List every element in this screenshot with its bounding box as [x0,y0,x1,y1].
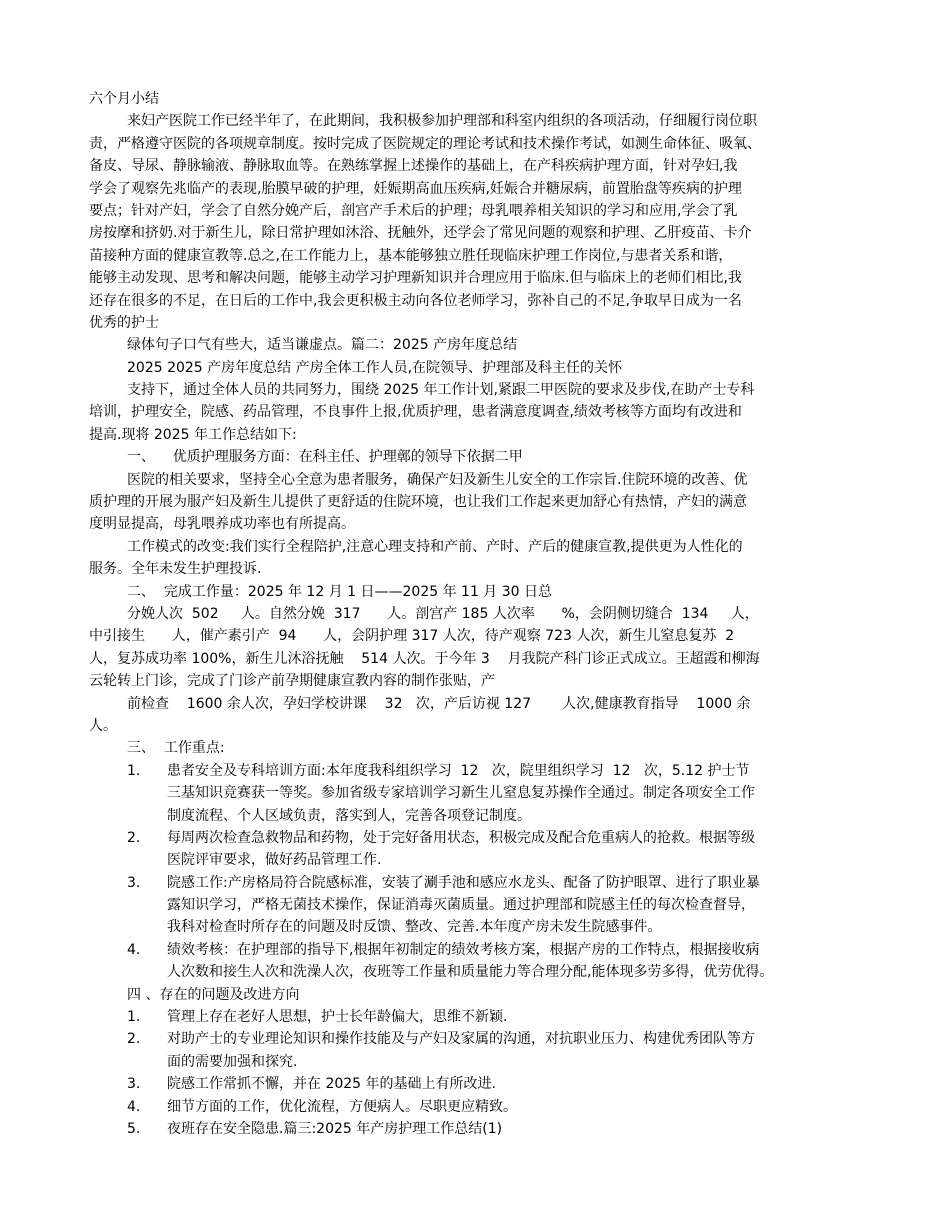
list-item [89,1028,871,1050]
list-number: 4. [127,941,141,958]
list-item-text: 院感工作:产房格局符合院感标准，安装了涮手池和感应水龙头、配备了防护眼罩、进行了职业暴 [167,874,760,891]
list-number: 2. [127,829,141,846]
p6-line: 服务。全年未发生护理投诉. [89,561,262,578]
p7-line: 中引接生 人，催产素引产 94 人，会阴护理 317 人次，待产观察 723 人次，新生儿窒息复苏 2 [89,628,735,645]
list-item [89,1096,871,1118]
p4-line: 支持下，通过全体人员的共同努力，围绕 2025 年工作计划,紧跟二甲医院的要求及步伐,在助产士专科 [127,382,755,399]
list-number: 3. [127,1076,141,1093]
list-item-text: 对助产士的专业理论知识和操作技能及与产妇及家属的沟通，对抗职业压力、构建优秀团队等方 [167,1031,755,1048]
list-number: 1. [127,1009,141,1026]
section-heading-4: 四 、存在的问题及改进方向 [127,986,300,1003]
p8-line: 前检查 1600 余人次，孕妇学校讲课 32 次，产后访视 127 人次,健康教育指导 1000 余 [127,695,751,712]
p1-line: 学会了观察先兆临产的表现,胎膜早破的护理，妊娠期高血压疾病,妊娠合并糖尿病，前置胎盘等疾病的护理 [89,180,742,197]
list-item [89,939,871,961]
p1-line: 来妇产医院工作已经半年了，在此期间，我积极参加护理部和科室内组织的各项活动，仔细履行岗位职 [127,113,757,130]
p5-line: 质护理的开展为服产妇及新生儿提供了更舒适的住院环境，也让我们工作起来更加舒心有热情，产妇的满意 [89,494,747,511]
list-item-text: 患者安全及专科培训方面:本年度我科组织学习 12 次，院里组织学习 12 次，5.12 护士节 [167,762,750,779]
list-item [89,1006,871,1028]
p7-line: 人，复苏成功率 100%，新生儿沐浴抚触 514 人次。于今年 3 月我院产科门诊正式成立。王超霞和柳海 [89,650,760,667]
document-page [89,88,871,1140]
list-number: 3. [127,874,141,891]
list-item-text: 细节方面的工作，优化流程，方便病人。尽职更应精致。 [167,1098,517,1115]
p6-line: 工作模式的改变:我们实行全程陪护,注意心理支持和产前、产时、产后的健康宣教,提供更为人性化的 [127,538,743,555]
section-heading-1: 一、 优质护理服务方面：在科主任、护理鄣的领导下依据二甲 [127,449,523,466]
p7-line: 分娩人次 502 人。自然分娩 317 人。剖宫产 185 人次率 %，会阴侧切缝合 134 人， [127,605,759,622]
list-item-continuation: 人次数和接生人次和洗澡人次，夜班等工作量和质量能力等合理分配,能体现多劳多得，优劳优得。 [167,964,774,981]
p1-line: 责，严格遵守医院的各项规章制度。按时完成了医院规定的理论考试和技术操作考试，如测生命体征、吸氧、 [89,135,761,152]
list-item-continuation: 面的需要加强和探究. [167,1053,298,1070]
list-number: 1. [127,762,141,779]
list-item-text: 每周两次检查急救物品和药物，处于完好备用状态，积极完成及配合危重病人的抢救。根据等级 [167,829,755,846]
list-item-continuation: 三基知识竞赛获一等奖。参加省级专家培训学习新生儿窒息复苏操作全通过。制定各项安全工作 [167,785,755,802]
p3-line: 2025 2025 产房年度总结 产房全体工作人员,在院领导、护理部及科主任的关怀 [127,359,623,376]
list-number: 4. [127,1098,141,1115]
list-number: 5. [127,1120,141,1137]
section-heading-2: 二、 完成工作量：2025 年 12 月 1 日——2025 年 11 月 30 日总 [127,583,553,600]
list-item-continuation: 制度流程、个人区域负责，落实到人，完善各项登记制度。 [167,807,531,824]
list-number: 2. [127,1031,141,1048]
list-item-continuation: 露知识学习，严格无菌技术操作，保证消毒灭菌质量。通过护理部和院感主任的每次检查督导， [167,897,755,914]
p5-line: 医院的相关要求，坚持全心全意为患者服务，确保产妇及新生儿安全的工作宗旨.住院环境的改善、优 [127,471,748,488]
list-item [89,760,871,782]
doc-title: 六个月小结 [89,91,159,107]
list-item-continuation: 医院评审要求，做好药品管理工作. [167,852,382,869]
p4-line: 提高.现将 2025 年工作总结如下: [89,426,297,443]
p7-line: 云轮转上门诊，完成了门诊产前孕期健康宣教内容的制作张贴，产 [89,673,495,690]
list-item-text: 夜班存在安全隐患.篇三:2025 年产房护理工作总结(1) [167,1120,503,1137]
p1-line: 要点；针对产妇，学会了自然分娩产后，剖宫产手术后的护理；母乳喂养相关知识的学习和应用,学会了乳 [89,202,738,219]
p1-line: 优秀的护士 [89,314,159,331]
p1-line: 能够主动发现、思考和解决问题，能够主动学习护理新知识并合理应用于临床.但与临床上的老师们相比,我 [89,270,742,287]
p4-line: 培训，护理安全，院感、药品管理，不良事件上报,优质护理，患者满意度调查,绩效考核等方面均有改进和 [89,404,742,421]
p1-line: 备皮、导尿、静脉输液、静脉取血等。在熟练掌握上述操作的基础上，在产科疾病护理方面，针对孕妇,我 [89,158,738,175]
list-item-text: 管理上存在老好人思想，护士长年龄偏大，思维不新颖. [167,1009,508,1026]
list-item [89,827,871,849]
list-item-text: 绩效考核：在护理部的指导下,根据年初制定的绩效考核方案，根据产房的工作特点，根据接收病 [167,941,760,958]
list-item [89,1073,871,1095]
list-item [89,1118,871,1140]
p8-line: 人。 [89,717,117,734]
section-heading-3: 三、 工作重点: [127,740,225,757]
p1-line: 房按摩和挤奶.对于新生儿，除日常护理如沐浴、抚触外，还学会了常见问题的观察和护理、乙肝疫苗、卡介 [89,225,752,242]
list-item-continuation: 我科对检查时所存在的问题及时反馈、整改、完善.本年度产房未发生院感事件。 [167,919,662,936]
p1-line: 苗接种方面的健康宣教等.总之,在工作能力上，基本能够独立胜任现临床护理工作岗位,与患者关系和谐， [89,247,733,264]
list-item-text: 院感工作常抓不懈，并在 2025 年的基础上有所改进. [167,1076,496,1093]
p1-line: 还存在很多的不足，在日后的工作中,我会更积极主动向各位老师学习，弥补自己的不足,争取早日成为一名 [89,292,742,309]
p5-line: 度明显提高，母乳喂养成功率也有所提高。 [89,516,355,533]
list-item [89,872,871,894]
p2-line: 绿体句子口气有些大，适当谦虚点。篇二：2025 产房年度总结 [127,337,518,354]
